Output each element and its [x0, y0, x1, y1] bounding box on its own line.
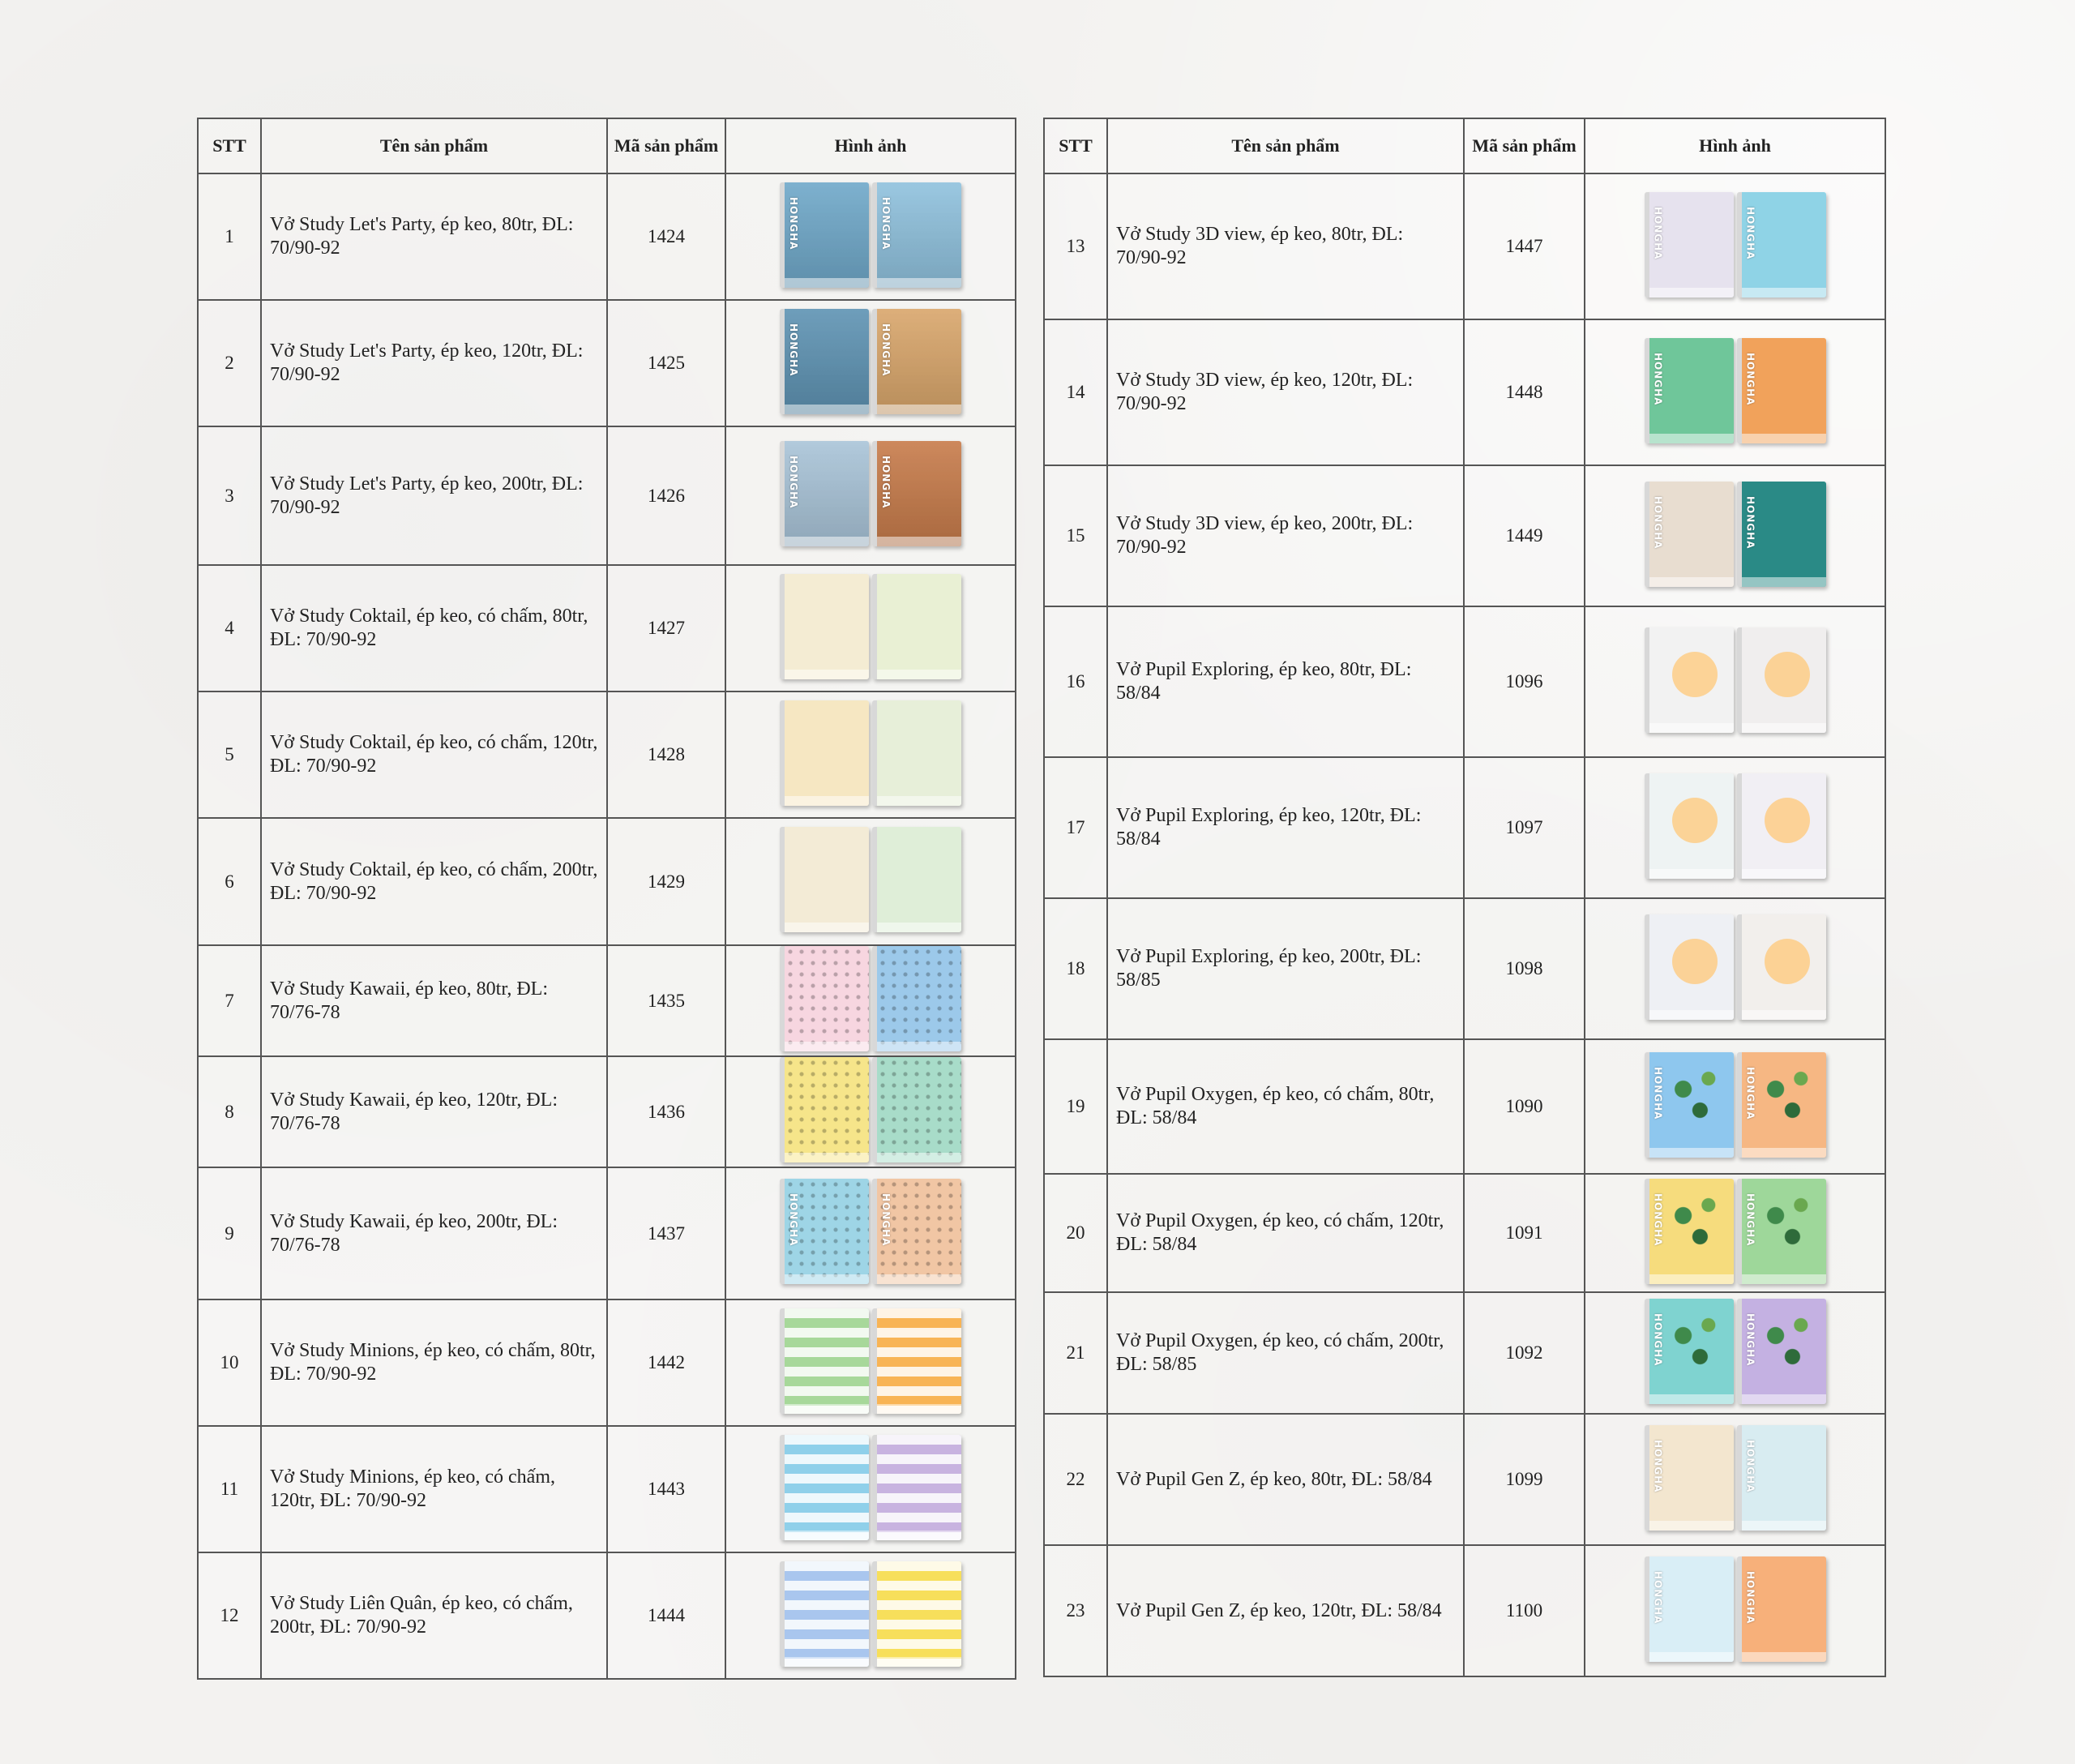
cover-band [1742, 869, 1826, 879]
header-product-code: Mã sản phẩm [607, 118, 725, 173]
product-code: 1429 [607, 818, 725, 945]
brand-logo: HONGHA [788, 456, 799, 509]
product-image-cell [1585, 319, 1885, 465]
table-row [1044, 173, 1885, 319]
brand-logo: HONGHA [880, 196, 892, 250]
cover-band [1742, 1521, 1826, 1531]
product-name: Vở Pupil Gen Z, ép keo, 120tr, ĐL: 58/84 [1107, 1545, 1464, 1676]
product-image [780, 1561, 961, 1667]
cover-band [1649, 1148, 1734, 1158]
cover-band [785, 670, 869, 679]
table-header-row [198, 118, 1016, 173]
cover-band [785, 923, 869, 932]
product-code: 1435 [607, 945, 725, 1056]
table-row [1044, 1545, 1885, 1676]
row-number: 20 [1044, 1174, 1107, 1292]
product-image-cell [725, 1167, 1016, 1299]
table-row [198, 818, 1016, 945]
product-code: 1424 [607, 173, 725, 300]
notebook-cover [1737, 1425, 1826, 1531]
product-image-cell [725, 1299, 1016, 1426]
product-image-cell [1585, 606, 1885, 757]
product-code: 1091 [1464, 1174, 1585, 1292]
product-image [780, 1308, 961, 1414]
product-code: 1442 [607, 1299, 725, 1426]
row-number: 12 [198, 1552, 261, 1679]
notebook-cover [872, 309, 961, 414]
brand-logo [879, 579, 892, 652]
cover-band [1649, 288, 1734, 298]
notebook-cover [780, 441, 869, 546]
notebook-cover [872, 182, 961, 288]
cover-band [877, 1042, 961, 1051]
table-row [1044, 1039, 1885, 1174]
notebook-cover [1645, 773, 1734, 879]
product-image [780, 574, 961, 679]
header-product-code: Mã sản phẩm [1464, 118, 1585, 173]
product-image-cell [725, 300, 1016, 426]
brand-logo [1743, 632, 1756, 705]
product-name: Vở Study Kawaii, ép keo, 200tr, ĐL: 70/76-78 [261, 1167, 607, 1299]
product-name: Vở Study 3D view, ép keo, 80tr, ĐL: 70/90-92 [1107, 173, 1464, 319]
table-row [198, 1299, 1016, 1426]
notebook-cover [1645, 1179, 1734, 1284]
table-row [198, 1056, 1016, 1167]
product-image-cell [725, 1552, 1016, 1679]
brand-logo: HONGHA [1652, 1192, 1664, 1247]
product-image-cell [1585, 1039, 1885, 1174]
brand-logo: HONGHA [788, 323, 799, 377]
product-name: Vở Pupil Exploring, ép keo, 80tr, ĐL: 58/84 [1107, 606, 1464, 757]
row-number: 2 [198, 300, 261, 426]
row-number: 18 [1044, 898, 1107, 1039]
notebook-cover [780, 1179, 869, 1284]
product-name: Vở Study Coktail, ép keo, có chấm, 80tr, ĐL: 70/90-92 [261, 565, 607, 691]
product-name: Vở Study Let's Party, ép keo, 200tr, ĐL: 70/90-92 [261, 426, 607, 565]
cover-band [785, 405, 869, 414]
cover-band [1742, 434, 1826, 443]
brand-logo [1651, 778, 1664, 851]
cover-band [1742, 1148, 1826, 1158]
row-number: 9 [198, 1167, 261, 1299]
brand-logo [879, 1440, 892, 1513]
row-number: 4 [198, 565, 261, 691]
product-image [780, 700, 961, 806]
cover-band [1742, 723, 1826, 733]
product-image-cell [1585, 1414, 1885, 1545]
cover-band [785, 537, 869, 546]
product-image-cell [725, 691, 1016, 818]
brand-logo [786, 951, 799, 1024]
row-number: 8 [198, 1056, 261, 1167]
product-code: 1092 [1464, 1292, 1585, 1414]
cover-band [1649, 1652, 1734, 1662]
brand-logo [879, 705, 892, 778]
cover-band [785, 1153, 869, 1162]
product-code: 1096 [1464, 606, 1585, 757]
cover-band [877, 670, 961, 679]
cover-band [1742, 288, 1826, 298]
brand-logo: HONGHA [1744, 1570, 1756, 1625]
row-number: 21 [1044, 1292, 1107, 1414]
cover-band [1649, 577, 1734, 587]
notebook-cover [1645, 338, 1734, 443]
product-code: 1443 [607, 1426, 725, 1552]
row-number: 22 [1044, 1414, 1107, 1545]
product-table-left [197, 118, 1016, 1680]
product-code: 1099 [1464, 1414, 1585, 1545]
product-name: Vở Pupil Oxygen, ép keo, có chấm, 200tr, ĐL: 58/85 [1107, 1292, 1464, 1414]
table-row [1044, 1414, 1885, 1545]
notebook-cover [1737, 773, 1826, 879]
brand-logo [879, 1062, 892, 1135]
notebook-cover [872, 827, 961, 932]
cover-band [1742, 1274, 1826, 1284]
product-name: Vở Study 3D view, ép keo, 200tr, ĐL: 70/90-92 [1107, 465, 1464, 606]
product-name: Vở Study Let's Party, ép keo, 120tr, ĐL: 70/90-92 [261, 300, 607, 426]
table-header-row [1044, 118, 1885, 173]
cover-band [877, 1274, 961, 1284]
product-image [1645, 773, 1826, 879]
product-code: 1090 [1464, 1039, 1585, 1174]
notebook-cover [872, 700, 961, 806]
cover-band [1649, 1274, 1734, 1284]
product-image-cell [725, 1056, 1016, 1167]
brand-logo [879, 1313, 892, 1386]
header-stt: STT [1044, 118, 1107, 173]
cover-band [785, 1531, 869, 1540]
table-row [1044, 1174, 1885, 1292]
row-number: 6 [198, 818, 261, 945]
notebook-cover [872, 441, 961, 546]
cover-band [785, 796, 869, 806]
cover-band [1649, 869, 1734, 879]
table-row [1044, 319, 1885, 465]
product-name: Vở Pupil Oxygen, ép keo, có chấm, 80tr, ĐL: 58/84 [1107, 1039, 1464, 1174]
cover-band [785, 1274, 869, 1284]
cover-band [877, 537, 961, 546]
header-product-name: Tên sản phẩm [261, 118, 607, 173]
cover-band [1649, 1010, 1734, 1020]
product-code: 1444 [607, 1552, 725, 1679]
brand-logo [786, 1313, 799, 1386]
cover-band [785, 1404, 869, 1414]
notebook-cover [780, 1561, 869, 1667]
brand-logo: HONGHA [1744, 1192, 1756, 1247]
product-code: 1447 [1464, 173, 1585, 319]
notebook-cover [872, 1057, 961, 1162]
product-name: Vở Pupil Oxygen, ép keo, có chấm, 120tr, ĐL: 58/84 [1107, 1174, 1464, 1292]
row-number: 15 [1044, 465, 1107, 606]
product-image [1645, 1179, 1826, 1284]
product-image [780, 441, 961, 546]
product-name: Vở Study Kawaii, ép keo, 120tr, ĐL: 70/76-78 [261, 1056, 607, 1167]
notebook-cover [780, 946, 869, 1051]
brand-logo: HONGHA [1652, 1570, 1664, 1625]
product-code: 1097 [1464, 757, 1585, 898]
cover-band [877, 1657, 961, 1667]
header-product-name: Tên sản phẩm [1107, 118, 1464, 173]
product-code: 1428 [607, 691, 725, 818]
cover-band [877, 796, 961, 806]
cover-band [785, 1042, 869, 1051]
row-number: 3 [198, 426, 261, 565]
brand-logo [1651, 632, 1664, 705]
brand-logo [786, 705, 799, 778]
product-image [1645, 1425, 1826, 1531]
brand-logo: HONGHA [788, 1193, 799, 1247]
product-image [1645, 482, 1826, 587]
notebook-cover [872, 574, 961, 679]
product-image-cell [725, 565, 1016, 691]
product-code: 1427 [607, 565, 725, 691]
product-image-cell [725, 426, 1016, 565]
notebook-cover [780, 1435, 869, 1540]
product-image [1645, 1556, 1826, 1662]
product-name: Vở Study Coktail, ép keo, có chấm, 200tr, ĐL: 70/90-92 [261, 818, 607, 945]
header-image: Hình ảnh [725, 118, 1016, 173]
cover-band [877, 278, 961, 288]
notebook-cover [1645, 192, 1734, 298]
product-image-cell [725, 945, 1016, 1056]
cover-band [877, 1404, 961, 1414]
cover-band [877, 1531, 961, 1540]
product-name: Vở Study Kawaii, ép keo, 80tr, ĐL: 70/76-78 [261, 945, 607, 1056]
product-image [780, 827, 961, 932]
brand-logo [786, 832, 799, 905]
row-number: 14 [1044, 319, 1107, 465]
table-row [198, 691, 1016, 818]
notebook-cover [780, 574, 869, 679]
product-name: Vở Study Minions, ép keo, có chấm, 120tr, ĐL: 70/90-92 [261, 1426, 607, 1552]
notebook-cover [1645, 1052, 1734, 1158]
brand-logo: HONGHA [1652, 495, 1664, 550]
brand-logo: HONGHA [1744, 1066, 1756, 1120]
brand-logo [786, 1566, 799, 1639]
product-name: Vở Pupil Exploring, ép keo, 120tr, ĐL: 58/84 [1107, 757, 1464, 898]
notebook-cover [780, 309, 869, 414]
table-row [198, 426, 1016, 565]
notebook-cover [1737, 1556, 1826, 1662]
product-image-cell [725, 818, 1016, 945]
table-row [1044, 606, 1885, 757]
cover-band [1649, 1521, 1734, 1531]
notebook-cover [1737, 627, 1826, 733]
brand-logo: HONGHA [1652, 352, 1664, 406]
product-image-cell [1585, 1174, 1885, 1292]
table-row [198, 565, 1016, 691]
table-row [198, 173, 1016, 300]
brand-logo: HONGHA [1744, 495, 1756, 550]
brand-logo: HONGHA [1744, 1439, 1756, 1493]
notebook-cover [872, 946, 961, 1051]
notebook-cover [780, 700, 869, 806]
product-image [1645, 338, 1826, 443]
notebook-cover [872, 1435, 961, 1540]
notebook-cover [872, 1308, 961, 1414]
notebook-cover [780, 182, 869, 288]
row-number: 10 [198, 1299, 261, 1426]
product-code: 1098 [1464, 898, 1585, 1039]
product-name: Vở Study Minions, ép keo, có chấm, 80tr, ĐL: 70/90-92 [261, 1299, 607, 1426]
brand-logo [879, 1566, 892, 1639]
row-number: 5 [198, 691, 261, 818]
header-stt: STT [198, 118, 261, 173]
cover-band [1742, 1394, 1826, 1404]
notebook-cover [1737, 1179, 1826, 1284]
product-image [780, 946, 961, 1051]
brand-logo [1651, 919, 1664, 992]
notebook-cover [1737, 1052, 1826, 1158]
table-row [198, 1552, 1016, 1679]
product-image [780, 1179, 961, 1284]
cover-band [1742, 1652, 1826, 1662]
brand-logo: HONGHA [1744, 352, 1756, 406]
brand-logo: HONGHA [1652, 1439, 1664, 1493]
product-image-cell [1585, 173, 1885, 319]
product-name: Vở Pupil Gen Z, ép keo, 80tr, ĐL: 58/84 [1107, 1414, 1464, 1545]
product-code: 1436 [607, 1056, 725, 1167]
notebook-cover [780, 1057, 869, 1162]
product-table-right [1043, 118, 1886, 1677]
row-number: 16 [1044, 606, 1107, 757]
product-code: 1448 [1464, 319, 1585, 465]
product-image [1645, 627, 1826, 733]
brand-logo [786, 1062, 799, 1135]
product-image-cell [1585, 898, 1885, 1039]
cover-band [877, 405, 961, 414]
table-row [1044, 757, 1885, 898]
product-name: Vở Study 3D view, ép keo, 120tr, ĐL: 70/90-92 [1107, 319, 1464, 465]
product-image-cell [1585, 1545, 1885, 1676]
table-row [198, 300, 1016, 426]
product-image-cell [725, 173, 1016, 300]
notebook-cover [780, 1308, 869, 1414]
product-code: 1426 [607, 426, 725, 565]
notebook-cover [1645, 1556, 1734, 1662]
brand-logo: HONGHA [1652, 206, 1664, 260]
product-image [1645, 1299, 1826, 1404]
product-code: 1449 [1464, 465, 1585, 606]
row-number: 1 [198, 173, 261, 300]
notebook-cover [1645, 482, 1734, 587]
notebook-cover [1737, 482, 1826, 587]
cover-band [1649, 1394, 1734, 1404]
product-code: 1437 [607, 1167, 725, 1299]
cover-band [1649, 723, 1734, 733]
product-image [780, 182, 961, 288]
row-number: 11 [198, 1426, 261, 1552]
row-number: 23 [1044, 1545, 1107, 1676]
product-name: Vở Study Coktail, ép keo, có chấm, 120tr, ĐL: 70/90-92 [261, 691, 607, 818]
brand-logo: HONGHA [1652, 1066, 1664, 1120]
brand-logo: HONGHA [1744, 206, 1756, 260]
brand-logo [1743, 778, 1756, 851]
cover-band [1742, 1010, 1826, 1020]
brand-logo: HONGHA [1652, 1312, 1664, 1367]
brand-logo: HONGHA [880, 456, 892, 509]
table-body-left [198, 173, 1016, 1679]
notebook-cover [1737, 1299, 1826, 1404]
notebook-cover [1645, 914, 1734, 1020]
notebook-cover [1737, 192, 1826, 298]
product-image-cell [725, 1426, 1016, 1552]
brand-logo: HONGHA [788, 196, 799, 250]
cover-band [1649, 434, 1734, 443]
product-code: 1425 [607, 300, 725, 426]
row-number: 19 [1044, 1039, 1107, 1174]
cover-band [877, 1153, 961, 1162]
brand-logo [786, 1440, 799, 1513]
product-name: Vở Study Let's Party, ép keo, 80tr, ĐL: 70/90-92 [261, 173, 607, 300]
table-body-right [1044, 173, 1885, 1676]
notebook-cover [1645, 627, 1734, 733]
product-name: Vở Pupil Exploring, ép keo, 200tr, ĐL: 58/85 [1107, 898, 1464, 1039]
table-row [198, 1167, 1016, 1299]
brand-logo: HONGHA [880, 1193, 892, 1247]
row-number: 17 [1044, 757, 1107, 898]
product-image [1645, 1052, 1826, 1158]
cover-band [785, 278, 869, 288]
table-row [198, 945, 1016, 1056]
brand-logo: HONGHA [1744, 1312, 1756, 1367]
product-image-cell [1585, 465, 1885, 606]
cover-band [1742, 577, 1826, 587]
notebook-cover [1645, 1425, 1734, 1531]
product-image-cell [1585, 757, 1885, 898]
notebook-cover [1645, 1299, 1734, 1404]
table-row [1044, 898, 1885, 1039]
product-image [1645, 914, 1826, 1020]
brand-logo: HONGHA [880, 323, 892, 377]
cover-band [785, 1657, 869, 1667]
row-number: 13 [1044, 173, 1107, 319]
table-row [1044, 1292, 1885, 1414]
product-image [780, 1057, 961, 1162]
brand-logo [1743, 919, 1756, 992]
brand-logo [879, 951, 892, 1024]
brand-logo [786, 579, 799, 652]
product-image [780, 309, 961, 414]
row-number: 7 [198, 945, 261, 1056]
notebook-cover [872, 1561, 961, 1667]
notebook-cover [872, 1179, 961, 1284]
cover-band [877, 923, 961, 932]
product-image [1645, 192, 1826, 298]
table-row [198, 1426, 1016, 1552]
notebook-cover [1737, 914, 1826, 1020]
product-name: Vở Study Liên Quân, ép keo, có chấm, 200tr, ĐL: 70/90-92 [261, 1552, 607, 1679]
product-image [780, 1435, 961, 1540]
notebook-cover [1737, 338, 1826, 443]
product-image-cell [1585, 1292, 1885, 1414]
product-code: 1100 [1464, 1545, 1585, 1676]
table-row [1044, 465, 1885, 606]
header-image: Hình ảnh [1585, 118, 1885, 173]
notebook-cover [780, 827, 869, 932]
brand-logo [879, 832, 892, 905]
